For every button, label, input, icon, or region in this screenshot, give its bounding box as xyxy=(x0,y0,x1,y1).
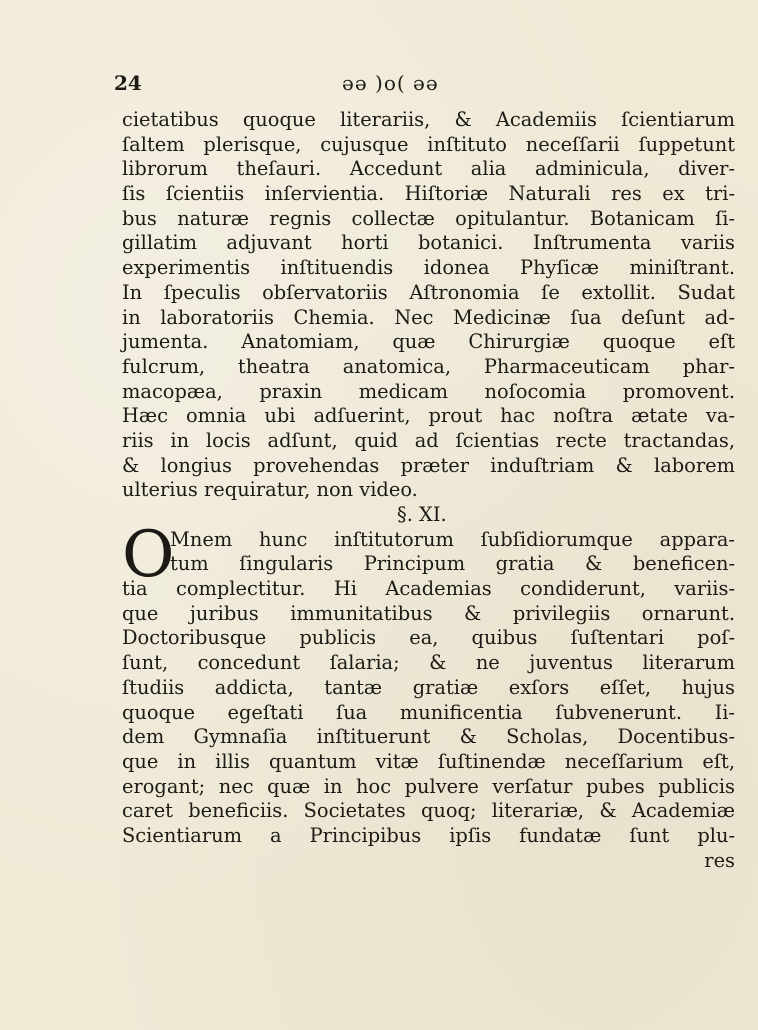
text-line: ſaltem plerisque, cujusque inſtituto neceſſarii ſuppetunt xyxy=(122,132,735,156)
text-line: librorum theſauri. Accedunt alia adminicula, diver- xyxy=(122,157,735,181)
text-line: quoque egeſtati ſua munificentia ſubvenerunt. Ii- xyxy=(122,700,735,724)
text-line: & longius provehendas præter induſtriam & laborem xyxy=(122,453,735,477)
text-line: In ſpeculis obſervatoriis Aſtronomia ſe extollit. Sudat xyxy=(122,280,735,304)
text-line: tia complectitur. Hi Academias condiderunt, variis- xyxy=(122,577,735,601)
catchword: res xyxy=(704,848,735,872)
body-text xyxy=(122,108,748,873)
text-line: ulterius requiratur, non video. xyxy=(122,478,418,502)
text-line: jumenta. Anatomiam, quæ Chirurgiæ quoque eſt xyxy=(122,330,735,354)
text-line: caret beneficiis. Societates quoq; literariæ, & Academiæ xyxy=(122,799,735,823)
text-line: erogant; nec quæ in hoc pulvere verſatur pubes publicis xyxy=(122,774,735,798)
drop-initial: O xyxy=(122,517,175,592)
text-line: tum ſingularis Principum gratia & beneficen- xyxy=(170,552,735,576)
text-line: que juribus immunitatibus & privilegiis ornarunt. xyxy=(122,601,735,625)
paragraph-1 xyxy=(122,108,748,503)
text-line: ſtudiis addicta, tantæ gratiæ exſors eſſet, hujus xyxy=(122,675,735,699)
text-line: Hæc omnia ubi adſuerint, prout hac noſtra ætate va- xyxy=(122,404,735,428)
paragraph-2 xyxy=(122,517,748,849)
text-line: dem Gymnaſia inſtituerunt & Scholas, Docentibus- xyxy=(122,725,735,749)
page-number: 24 xyxy=(114,71,142,95)
running-header xyxy=(114,66,634,100)
text-line: fulcrum, theatra anatomica, Pharmaceuticam phar- xyxy=(122,354,735,378)
section-heading: §. XI. xyxy=(397,503,447,526)
text-line: riis in locis adſunt, quid ad ſcientias recte tractandas, xyxy=(122,428,735,452)
text-line: Mnem hunc inſtitutorum ſubſidiorumque appara- xyxy=(170,527,735,551)
text-line: cietatibus quoque literariis, & Academiis ſcientiarum xyxy=(122,108,735,131)
text-line: macopæa, praxin medicam noſocomia promovent. xyxy=(122,379,735,403)
header-ornament: ǝǝ )o( ǝǝ xyxy=(342,71,439,95)
text-line: ſunt, concedunt ſalaria; & ne juventus literarum xyxy=(122,651,735,675)
text-line: que in illis quantum vitæ ſuſtinendæ neceſſarium eſt, xyxy=(122,749,735,773)
text-line: Doctoribusque publicis ea, quibus ſuſtentari poſ- xyxy=(122,626,735,650)
text-line: bus naturæ regnis collectæ opitulantur. Botanicam ſi- xyxy=(122,206,735,230)
text-line: experimentis inſtituendis idonea Phyſicæ miniſtrant. xyxy=(122,256,735,280)
text-line: Scientiarum a Principibus ipſis fundatæ ſunt plu- xyxy=(122,823,735,847)
text-line: ſis ſcientiis inſervientia. Hiſtoriæ Naturali res ex tri- xyxy=(122,182,735,206)
text-line: gillatim adjuvant horti botanici. Inſtrumenta variis xyxy=(122,231,735,255)
text-line: in laboratoriis Chemia. Nec Medicinæ ſua deſunt ad- xyxy=(122,305,735,329)
